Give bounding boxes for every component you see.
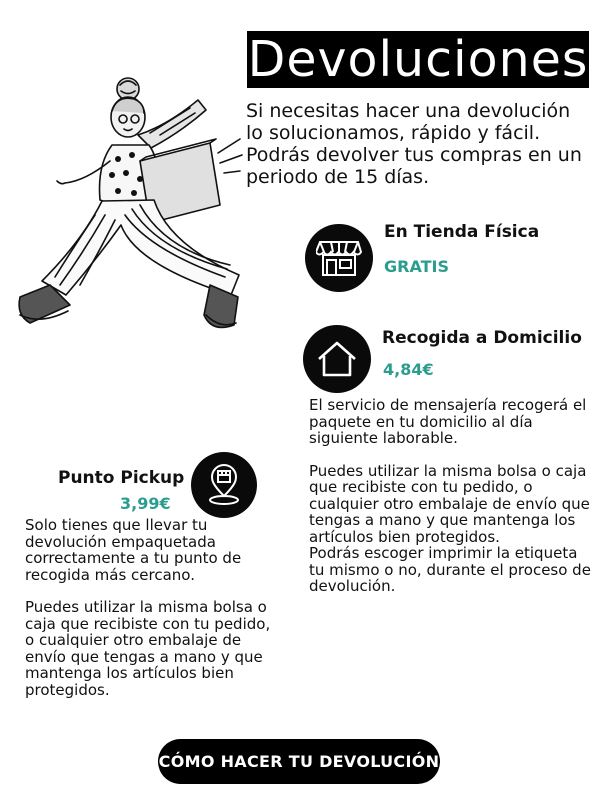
store-option-price: GRATIS xyxy=(384,257,449,276)
home-option-description xyxy=(309,397,594,611)
page-title: Devoluciones xyxy=(247,31,589,88)
walking-woman-illustration xyxy=(0,75,250,345)
storefront-icon xyxy=(305,224,373,292)
pickup-option-description xyxy=(25,517,275,714)
pickup-option-price: 3,99€ xyxy=(120,494,171,513)
home-option-price: 4,84€ xyxy=(383,360,434,379)
home-description-paragraph: El servicio de mensajería recogerá el paquete en tu domicilio al día siguiente laborable. xyxy=(309,396,587,447)
map-pin-icon xyxy=(191,452,257,518)
store-option-title: En Tienda Física xyxy=(384,222,540,242)
pickup-description-paragraph: Puedes utilizar la misma bolsa o caja que recibiste con tu pedido, o cualquier otro embalaje de envío que tengas a mano y que mantenga los artículos bien protegidos. xyxy=(25,598,271,699)
pickup-description-paragraph: Solo tienes que llevar tu devolución empaquetada correctamente a tu punto de recogida más cercano. xyxy=(25,516,242,584)
home-description-paragraph: Puedes utilizar la misma bolsa o caja que recibiste con tu pedido, o cualquier otro embalaje de envío que tengas a mano y que mantenga los artículos bien protegidos. Podrás escoger imprimir la etiqueta tu mismo o no, durante el proceso de devolución. xyxy=(309,461,591,595)
how-to-return-button[interactable]: CÓMO HACER TU DEVOLUCIÓN xyxy=(158,739,440,784)
pickup-option-title: Punto Pickup xyxy=(58,468,185,488)
house-icon xyxy=(303,325,371,393)
intro-text: Si necesitas hacer una devolución lo solucionamos, rápido y fácil. Podrás devolver tus compras en un periodo de 15 días. xyxy=(246,100,582,188)
home-option-title: Recogida a Domicilio xyxy=(382,328,582,348)
